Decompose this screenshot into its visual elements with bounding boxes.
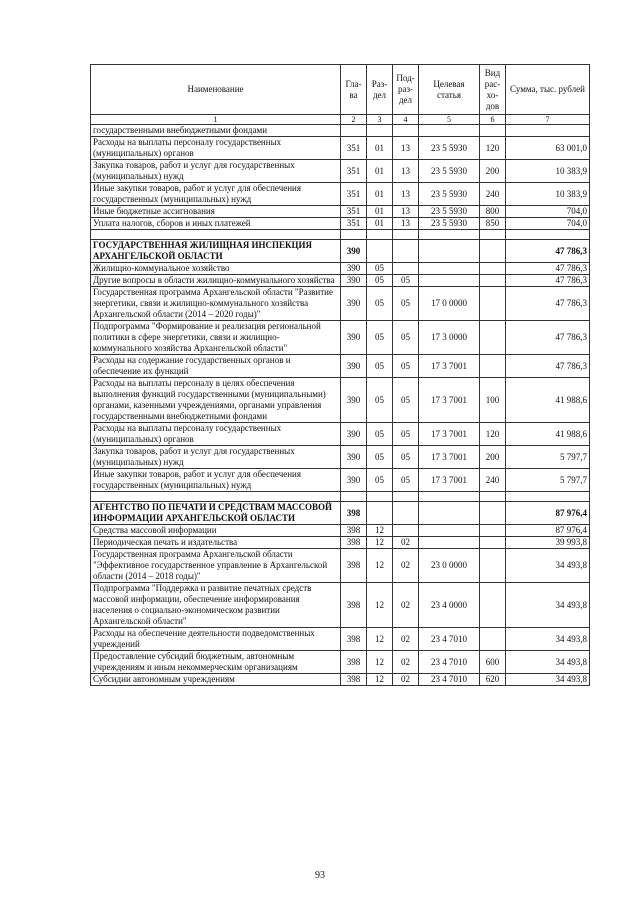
row-podrazdel-cell	[393, 525, 419, 537]
table-row	[91, 263, 590, 275]
row-razdel-cell: 05	[367, 263, 393, 275]
table-row	[91, 206, 590, 218]
table-row	[91, 183, 590, 206]
row-expense-type-cell	[480, 355, 506, 378]
row-razdel-cell: 01	[367, 206, 393, 218]
header-sum: Сумма, тыс. рублей	[506, 65, 590, 115]
row-razdel-cell: 05	[367, 275, 393, 287]
row-sum-cell: 47 786,3	[506, 287, 590, 321]
column-number: 3	[367, 115, 393, 125]
row-target-article-cell: 17 3 7001	[419, 446, 480, 469]
row-target-article-cell	[419, 537, 480, 549]
row-razdel-cell	[367, 502, 393, 525]
table-row	[91, 378, 590, 423]
row-name-cell: Периодическая печать и издательства	[91, 537, 341, 549]
row-podrazdel-cell: 02	[393, 628, 419, 651]
table-row	[91, 218, 590, 230]
row-razdel-cell: 05	[367, 355, 393, 378]
table-row	[91, 137, 590, 160]
row-expense-type-cell	[480, 240, 506, 263]
table-row	[91, 674, 590, 686]
row-sum-cell: 10 383,9	[506, 183, 590, 206]
row-razdel-cell	[367, 240, 393, 263]
row-name-cell: Закупка товаров, работ и услуг для государственных (муниципальных) нужд	[91, 446, 341, 469]
table-row	[91, 125, 590, 137]
row-podrazdel-cell: 13	[393, 183, 419, 206]
row-name-cell: Предоставление субсидий бюджетным, автономным учреждениям и иным некоммерческим организациям	[91, 651, 341, 674]
table-row	[91, 537, 590, 549]
row-expense-type-cell: 240	[480, 183, 506, 206]
row-razdel-cell: 01	[367, 218, 393, 230]
row-name-cell: Средства массовой информации	[91, 525, 341, 537]
row-target-article-cell: 17 3 7001	[419, 378, 480, 423]
spacer-cell	[393, 492, 419, 502]
row-podrazdel-cell: 05	[393, 355, 419, 378]
row-sum-cell: 34 493,8	[506, 628, 590, 651]
row-sum-cell: 47 786,3	[506, 321, 590, 355]
row-sum-cell: 5 797,7	[506, 446, 590, 469]
row-target-article-cell: 23 4 7010	[419, 628, 480, 651]
row-razdel-cell: 12	[367, 674, 393, 686]
table-row	[91, 160, 590, 183]
row-glava-cell: 390	[341, 355, 367, 378]
row-glava-cell: 351	[341, 206, 367, 218]
spacer-cell	[91, 230, 341, 240]
row-sum-cell	[506, 125, 590, 137]
row-razdel-cell	[367, 125, 393, 137]
spacer-cell	[367, 230, 393, 240]
row-podrazdel-cell: 02	[393, 651, 419, 674]
row-target-article-cell: 23 5 5930	[419, 160, 480, 183]
row-glava-cell	[341, 125, 367, 137]
row-expense-type-cell: 100	[480, 378, 506, 423]
row-podrazdel-cell: 05	[393, 423, 419, 446]
row-podrazdel-cell: 05	[393, 275, 419, 287]
row-podrazdel-cell: 05	[393, 469, 419, 492]
row-glava-cell: 398	[341, 549, 367, 583]
row-sum-cell: 87 976,4	[506, 525, 590, 537]
row-razdel-cell: 05	[367, 423, 393, 446]
row-razdel-cell: 12	[367, 583, 393, 628]
header-razdel: Раз-дел	[367, 65, 393, 115]
row-expense-type-cell	[480, 287, 506, 321]
row-sum-cell: 704,0	[506, 206, 590, 218]
row-sum-cell: 34 493,8	[506, 583, 590, 628]
row-expense-type-cell	[480, 628, 506, 651]
column-number: 6	[480, 115, 506, 125]
row-podrazdel-cell: 02	[393, 537, 419, 549]
spacer-cell	[480, 492, 506, 502]
row-sum-cell: 704,0	[506, 218, 590, 230]
row-razdel-cell: 01	[367, 183, 393, 206]
row-name-cell: Расходы на содержание государственных органов и обеспечение их функций	[91, 355, 341, 378]
table-row	[91, 423, 590, 446]
table-row	[91, 355, 590, 378]
row-glava-cell: 398	[341, 628, 367, 651]
row-expense-type-cell: 200	[480, 160, 506, 183]
row-name-cell: Расходы на выплаты персоналу государственных (муниципальных) органов	[91, 137, 341, 160]
row-podrazdel-cell: 05	[393, 287, 419, 321]
row-expense-type-cell: 120	[480, 423, 506, 446]
row-expense-type-cell	[480, 321, 506, 355]
row-glava-cell: 390	[341, 287, 367, 321]
row-glava-cell: 390	[341, 469, 367, 492]
row-sum-cell: 41 988,6	[506, 378, 590, 423]
row-target-article-cell: 23 5 5930	[419, 183, 480, 206]
table-body	[91, 125, 590, 686]
row-expense-type-cell: 120	[480, 137, 506, 160]
table-row	[91, 525, 590, 537]
row-glava-cell: 351	[341, 137, 367, 160]
row-target-article-cell	[419, 240, 480, 263]
row-razdel-cell: 12	[367, 525, 393, 537]
row-name-cell: Расходы на обеспечение деятельности подведомственных учреждений	[91, 628, 341, 651]
row-glava-cell: 398	[341, 583, 367, 628]
column-number: 2	[341, 115, 367, 125]
row-target-article-cell: 17 3 7001	[419, 469, 480, 492]
row-sum-cell: 47 786,3	[506, 263, 590, 275]
spacer-cell	[393, 230, 419, 240]
row-podrazdel-cell	[393, 502, 419, 525]
column-number: 7	[506, 115, 590, 125]
row-target-article-cell: 23 4 7010	[419, 651, 480, 674]
row-glava-cell: 390	[341, 263, 367, 275]
row-expense-type-cell	[480, 502, 506, 525]
table-row	[91, 583, 590, 628]
row-podrazdel-cell: 13	[393, 218, 419, 230]
row-razdel-cell: 05	[367, 287, 393, 321]
row-expense-type-cell	[480, 275, 506, 287]
header-podrazdel: Под-раз-дел	[393, 65, 419, 115]
row-sum-cell: 47 786,3	[506, 275, 590, 287]
row-expense-type-cell	[480, 263, 506, 275]
spacer-cell	[91, 492, 341, 502]
row-target-article-cell: 23 5 5930	[419, 206, 480, 218]
row-target-article-cell	[419, 525, 480, 537]
column-number-row	[91, 115, 590, 125]
row-target-article-cell	[419, 275, 480, 287]
column-number: 4	[393, 115, 419, 125]
row-podrazdel-cell: 13	[393, 137, 419, 160]
row-razdel-cell: 01	[367, 137, 393, 160]
row-name-cell: Расходы на выплаты персоналу государственных (муниципальных) органов	[91, 423, 341, 446]
row-expense-type-cell: 200	[480, 446, 506, 469]
table-row	[91, 446, 590, 469]
spacer-cell	[341, 492, 367, 502]
spacer-row	[91, 492, 590, 502]
row-glava-cell: 398	[341, 525, 367, 537]
row-sum-cell: 34 493,8	[506, 549, 590, 583]
row-podrazdel-cell	[393, 263, 419, 275]
row-sum-cell: 5 797,7	[506, 469, 590, 492]
row-razdel-cell: 12	[367, 549, 393, 583]
row-target-article-cell	[419, 125, 480, 137]
row-expense-type-cell: 600	[480, 651, 506, 674]
header-expense-type: Вид рас-хо-дов	[480, 65, 506, 115]
table-row	[91, 321, 590, 355]
row-glava-cell: 390	[341, 321, 367, 355]
row-target-article-cell: 17 3 7001	[419, 423, 480, 446]
row-name-cell: Другие вопросы в области жилищно-коммунального хозяйства	[91, 275, 341, 287]
row-glava-cell: 390	[341, 275, 367, 287]
row-sum-cell: 10 383,9	[506, 160, 590, 183]
row-podrazdel-cell: 02	[393, 583, 419, 628]
row-podrazdel-cell	[393, 240, 419, 263]
header-name: Наименование	[91, 65, 341, 115]
table-row	[91, 275, 590, 287]
row-target-article-cell: 23 5 5930	[419, 137, 480, 160]
row-expense-type-cell	[480, 583, 506, 628]
row-podrazdel-cell: 05	[393, 378, 419, 423]
row-target-article-cell: 17 3 0000	[419, 321, 480, 355]
row-sum-cell: 87 976,4	[506, 502, 590, 525]
row-razdel-cell: 12	[367, 628, 393, 651]
row-target-article-cell: 23 5 5930	[419, 218, 480, 230]
spacer-cell	[341, 230, 367, 240]
row-razdel-cell: 05	[367, 446, 393, 469]
row-expense-type-cell: 240	[480, 469, 506, 492]
row-razdel-cell: 12	[367, 537, 393, 549]
row-name-cell: Государственная программа Архангельской области "Эффективное государственное управление в Архангельской области (2014 – 2018 годы)"	[91, 549, 341, 583]
spacer-cell	[367, 492, 393, 502]
row-sum-cell: 34 493,8	[506, 651, 590, 674]
row-name-cell: Уплата налогов, сборов и иных платежей	[91, 218, 341, 230]
row-expense-type-cell	[480, 125, 506, 137]
table-row	[91, 651, 590, 674]
row-name-cell: Подпрограмма "Поддержка и развитие печатных средств массовой информации, обеспечение информирования населения о социально-экономическом развитии Архангельской области"	[91, 583, 341, 628]
row-name-cell: Расходы на выплаты персоналу в целях обеспечения выполнения функций государственными (муниципальными) органами, казенными учреждениями, органами управления государственными внебюджетными фондами	[91, 378, 341, 423]
spacer-cell	[506, 230, 590, 240]
row-target-article-cell	[419, 263, 480, 275]
spacer-cell	[480, 230, 506, 240]
row-podrazdel-cell: 02	[393, 674, 419, 686]
column-number: 5	[419, 115, 480, 125]
row-podrazdel-cell: 05	[393, 321, 419, 355]
row-podrazdel-cell	[393, 125, 419, 137]
row-name-cell: Иные закупки товаров, работ и услуг для обеспечения государственных (муниципальных) нужд	[91, 183, 341, 206]
row-glava-cell: 390	[341, 446, 367, 469]
spacer-cell	[419, 492, 480, 502]
row-glava-cell: 398	[341, 674, 367, 686]
row-target-article-cell	[419, 502, 480, 525]
row-razdel-cell: 05	[367, 321, 393, 355]
table-row	[91, 628, 590, 651]
row-sum-cell: 39 993,8	[506, 537, 590, 549]
spacer-row	[91, 230, 590, 240]
spacer-cell	[419, 230, 480, 240]
row-glava-cell: 398	[341, 502, 367, 525]
row-glava-cell: 351	[341, 218, 367, 230]
table-row	[91, 469, 590, 492]
table-header-row	[91, 65, 590, 115]
row-expense-type-cell	[480, 537, 506, 549]
row-podrazdel-cell: 02	[393, 549, 419, 583]
table-row	[91, 287, 590, 321]
row-glava-cell: 351	[341, 160, 367, 183]
row-name-cell: Субсидии автономным учреждениям	[91, 674, 341, 686]
row-expense-type-cell	[480, 525, 506, 537]
row-glava-cell: 351	[341, 183, 367, 206]
row-sum-cell: 41 988,6	[506, 423, 590, 446]
row-name-cell: ГОСУДАРСТВЕННАЯ ЖИЛИЩНАЯ ИНСПЕКЦИЯ АРХАНГЕЛЬСКОЙ ОБЛАСТИ	[91, 240, 341, 263]
row-name-cell: Иные закупки товаров, работ и услуг для обеспечения государственных (муниципальных) нужд	[91, 469, 341, 492]
page-number: 93	[315, 870, 325, 881]
row-glava-cell: 390	[341, 378, 367, 423]
row-glava-cell: 398	[341, 651, 367, 674]
row-razdel-cell: 05	[367, 469, 393, 492]
row-name-cell: государственными внебюджетными фондами	[91, 125, 341, 137]
organization-row	[91, 240, 590, 263]
spacer-cell	[506, 492, 590, 502]
row-name-cell: Закупка товаров, работ и услуг для государственных (муниципальных) нужд	[91, 160, 341, 183]
row-sum-cell: 34 493,8	[506, 674, 590, 686]
row-name-cell: АГЕНТСТВО ПО ПЕЧАТИ И СРЕДСТВАМ МАССОВОЙ ИНФОРМАЦИИ АРХАНГЕЛЬСКОЙ ОБЛАСТИ	[91, 502, 341, 525]
header-target-article: Целевая статья	[419, 65, 480, 115]
row-podrazdel-cell: 05	[393, 446, 419, 469]
row-glava-cell: 390	[341, 423, 367, 446]
row-name-cell: Подпрограмма "Формирование и реализация региональной политики в сфере энергетики, связи и жилищно-коммунального хозяйства Архангельской области"	[91, 321, 341, 355]
column-number: 1	[91, 115, 341, 125]
budget-table	[90, 64, 590, 686]
row-target-article-cell: 23 4 0000	[419, 583, 480, 628]
row-expense-type-cell	[480, 549, 506, 583]
row-name-cell: Жилищно-коммунальное хозяйство	[91, 263, 341, 275]
header-glava: Гла-ва	[341, 65, 367, 115]
row-razdel-cell: 01	[367, 160, 393, 183]
row-sum-cell: 47 786,3	[506, 355, 590, 378]
row-name-cell: Иные бюджетные ассигнования	[91, 206, 341, 218]
row-glava-cell: 390	[341, 240, 367, 263]
row-razdel-cell: 12	[367, 651, 393, 674]
row-target-article-cell: 17 0 0000	[419, 287, 480, 321]
row-name-cell: Государственная программа Архангельской области "Развитие энергетики, связи и жилищно-коммунального хозяйства Архангельской области (2014 – 2020 годы)"	[91, 287, 341, 321]
row-razdel-cell: 05	[367, 378, 393, 423]
row-podrazdel-cell: 13	[393, 206, 419, 218]
row-sum-cell: 63 001,0	[506, 137, 590, 160]
row-sum-cell: 47 786,3	[506, 240, 590, 263]
row-podrazdel-cell: 13	[393, 160, 419, 183]
row-target-article-cell: 23 4 7010	[419, 674, 480, 686]
row-expense-type-cell: 800	[480, 206, 506, 218]
organization-row	[91, 502, 590, 525]
row-glava-cell: 398	[341, 537, 367, 549]
row-expense-type-cell: 850	[480, 218, 506, 230]
row-expense-type-cell: 620	[480, 674, 506, 686]
row-target-article-cell: 23 0 0000	[419, 549, 480, 583]
table-row	[91, 549, 590, 583]
row-target-article-cell: 17 3 7001	[419, 355, 480, 378]
